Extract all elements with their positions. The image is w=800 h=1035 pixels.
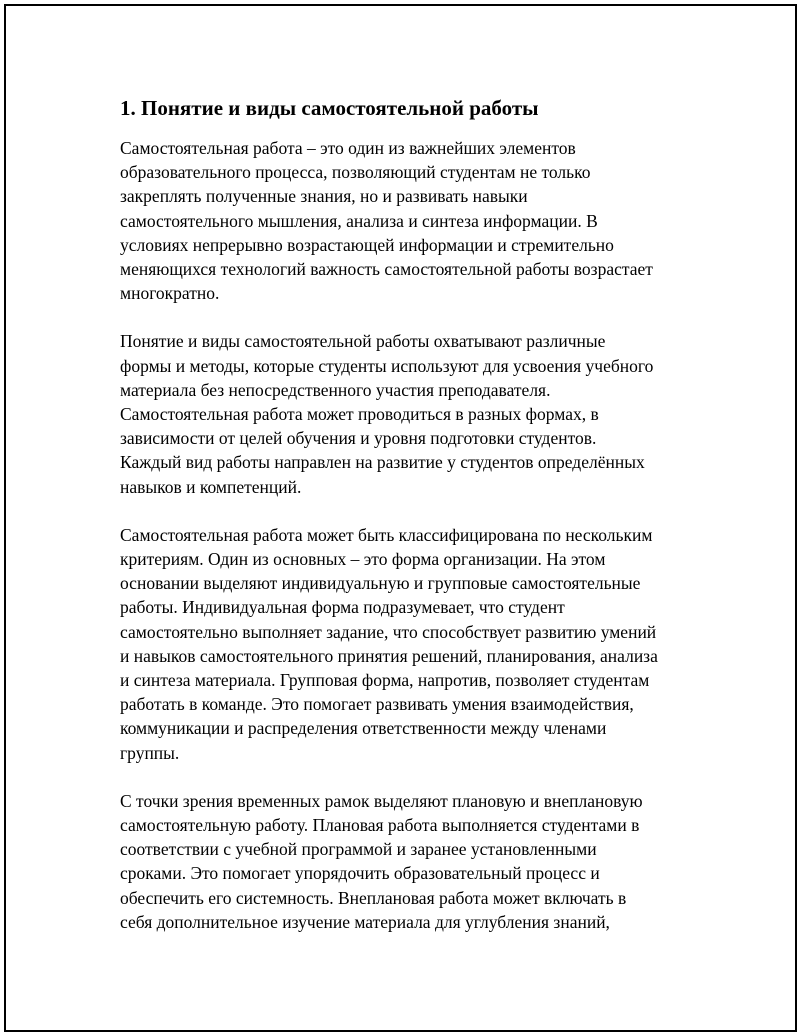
text-line: самостоятельную работу. Плановая работа выполняется студентами в [120,815,640,836]
text-line: навыков и компетенций. [120,476,302,497]
page-frame [4,4,797,1032]
paragraph-2 [120,329,700,498]
text-line: и синтеза материала. Групповая форма, напротив, позволяет студентам [120,670,650,691]
text-line: меняющихся технологий важность самостоятельной работы возрастает [120,259,653,280]
text-line: соответствии с учебной программой и заранее установленными [120,839,597,860]
text-line: основании выделяют индивидуальную и групповые самостоятельные [120,573,641,594]
text-line: обеспечить его системность. Внеплановая работа может включать в [120,887,627,908]
paragraph-3 [120,523,700,765]
section-heading: 1. Понятие и виды самостоятельной работы [120,96,539,120]
text-line: и навыков самостоятельного принятия решений, планирования, анализа [120,645,658,666]
text-line: Самостоятельная работа может проводиться в разных формах, в [120,404,599,425]
text-line: формы и методы, которые студенты используют для усвоения учебного [120,355,654,376]
text-line: самостоятельно выполняет задание, что способствует развитию умений [120,621,657,642]
text-line: сроками. Это помогает упорядочить образовательный процесс и [120,863,600,884]
text-line: С точки зрения временных рамок выделяют плановую и внеплановую [120,790,643,811]
text-line: Каждый вид работы направлен на развитие у студентов определённых [120,452,645,473]
text-line: закреплять полученные знания, но и развивать навыки [120,186,528,207]
text-line: многократно. [120,283,220,304]
text-line: самостоятельного мышления, анализа и синтеза информации. В [120,210,598,231]
text-line: работы. Индивидуальная форма подразумевает, что студент [120,597,565,618]
text-line: группы. [120,742,180,763]
text-line: условиях непрерывно возрастающей информации и стремительно [120,234,614,255]
text-line: коммуникации и распределения ответственности между членами [120,718,607,739]
document-body [120,94,700,958]
text-line: Самостоятельная работа – это один из важнейших элементов [120,138,576,158]
text-line: Самостоятельная работа может быть классифицирована по нескольким [120,524,653,545]
paragraph-1 [120,136,700,305]
text-line: Понятие и виды самостоятельной работы охватывают различные [120,331,606,352]
text-line: себя дополнительное изучение материала для углубления знаний, [120,911,610,932]
text-line: материала без непосредственного участия преподавателя. [120,379,551,400]
text-line: критериям. Один из основных – это форма организации. На этом [120,549,606,570]
text-line: зависимости от целей обучения и уровня подготовки студентов. [120,428,597,449]
text-line: работать в команде. Это помогает развивать умения взаимодействия, [120,694,634,715]
paragraph-4 [120,789,700,934]
text-line: образовательного процесса, позволяющий студентам не только [120,162,591,183]
